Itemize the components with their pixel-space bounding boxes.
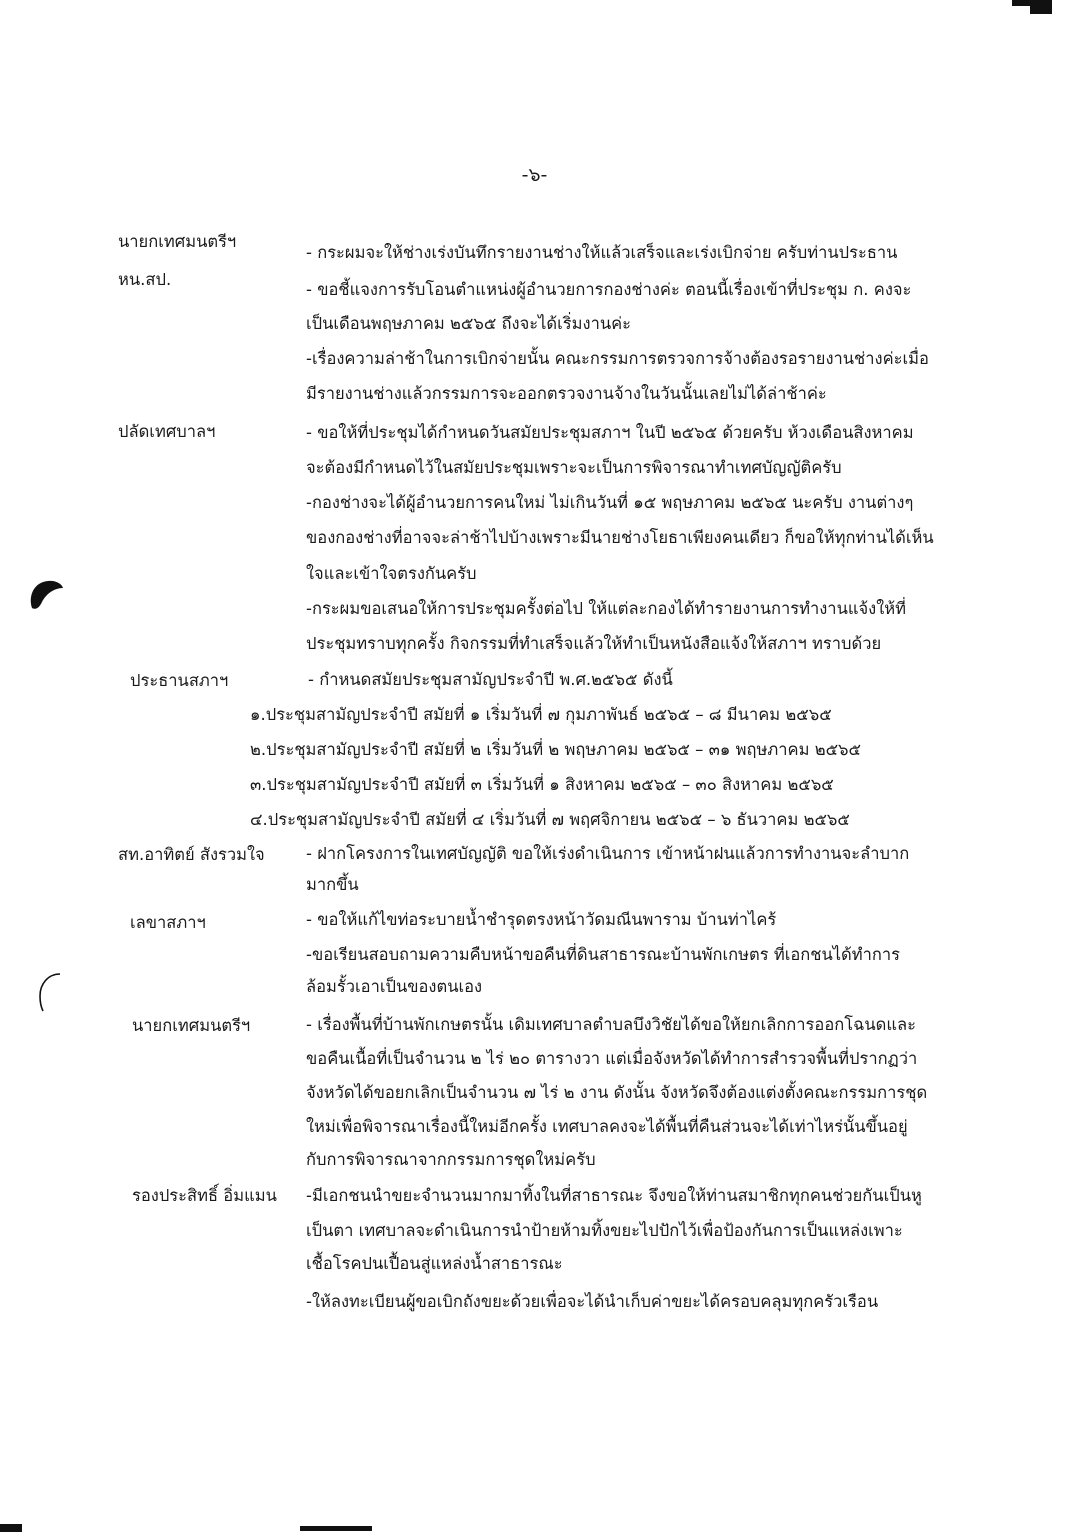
- text-line: มีรายงานช่างแล้วกรรมการจะออกตรวจงานจ้างในวันนั้นเลยไม่ได้ล่าช้าค่ะ: [306, 384, 827, 403]
- text-line: เป็นตา เทศบาลจะดำเนินการนำป้ายห้ามทิ้งขยะไปปักไว้เพื่อป้องกันการเป็นแหล่งเพาะ: [306, 1221, 903, 1240]
- text-line: - ขอให้แก้ไขท่อระบายน้ำชำรุดตรงหน้าวัดมณีนพาราม บ้านท่าไคร้: [306, 910, 777, 929]
- session-item: ๔.ประชุมสามัญประจำปี สมัยที่ ๔ เริ่มวันที่ ๗ พฤศจิกายน ๒๕๖๕ – ๖ ธันวาคม ๒๕๖๕: [250, 810, 850, 829]
- text-line: - ขอให้ที่ประชุมได้กำหนดวันสมัยประชุมสภาฯ ในปี ๒๕๖๕ ด้วยครับ ห้วงเดือนสิงหาคม: [306, 423, 914, 442]
- text-line: มากขึ้น: [306, 875, 359, 894]
- text-line: จังหวัดได้ขอยกเลิกเป็นจำนวน ๗ ไร่ ๒ งาน ดังนั้น จังหวัดจึงต้องแต่งตั้งคณะกรรมการชุด: [306, 1083, 928, 1102]
- text-line: - กระผมจะให้ช่างเร่งบันทึกรายงานช่างให้แล้วเสร็จและเร่งเบิกจ่าย ครับท่านประธาน: [306, 243, 898, 262]
- text-line: -มีเอกชนนำขยะจำนวนมากมาทิ้งในที่สาธารณะ จึงขอให้ท่านสมาชิกทุกคนช่วยกันเป็นหู: [306, 1186, 922, 1205]
- session-item: ๓.ประชุมสามัญประจำปี สมัยที่ ๓ เริ่มวันที่ ๑ สิงหาคม ๒๕๖๕ – ๓๐ สิงหาคม ๒๕๖๕: [250, 775, 834, 794]
- text-line: ใจและเข้าใจตรงกันครับ: [306, 564, 477, 583]
- text-line: - เรื่องพื้นที่บ้านพักเกษตรนั้น เดิมเทศบาลตำบลบึงวิชัยได้ขอให้ยกเลิกการออกโฉนดและ: [306, 1015, 916, 1034]
- punch-hole-icon: [26, 578, 66, 612]
- text-line: - ขอชี้แจงการรับโอนตำแหน่งผู้อำนวยการกองช่างค่ะ ตอนนี้เรื่องเข้าที่ประชุม ก. คงจะ: [306, 280, 912, 299]
- speaker-label: ปลัดเทศบาลฯ: [118, 422, 216, 441]
- text-line: เป็นเดือนพฤษภาคม ๒๕๖๕ ถึงจะได้เริ่มงานค่ะ: [306, 314, 632, 333]
- scan-mark-bottom-center: [300, 1526, 372, 1531]
- speaker-label: รองประสิทธิ์ อิ่มแมน: [132, 1186, 277, 1205]
- page-number: -๖-: [521, 164, 548, 186]
- text-line: -ให้ลงทะเบียนผู้ขอเบิกถังขยะด้วยเพื่อจะได้นำเก็บค่าขยะได้ครอบคลุมทุกครัวเรือน: [306, 1292, 879, 1311]
- speaker-label: ประธานสภาฯ: [130, 671, 229, 690]
- speaker-label: เลขาสภาฯ: [130, 913, 206, 932]
- text-line: -กระผมขอเสนอให้การประชุมครั้งต่อไป ให้แต่ละกองได้ทำรายงานการทำงานแจ้งให้ที่: [306, 599, 907, 618]
- text-line: - กำหนดสมัยประชุมสามัญประจำปี พ.ศ.๒๕๖๕ ดังนี้: [308, 670, 673, 689]
- text-line: ล้อมรั้วเอาเป็นของตนเอง: [306, 977, 483, 996]
- text-line: กับการพิจารณาจากกรรมการชุดใหม่ครับ: [306, 1150, 596, 1169]
- text-line: ขอคืนเนื้อที่เป็นจำนวน ๒ ไร่ ๒๐ ตารางวา แต่เมื่อจังหวัดได้ทำการสำรวจพื้นที่ปรากฏว่า: [306, 1049, 918, 1068]
- text-line: ประชุมทราบทุกครั้ง กิจกรรมที่ทำเสร็จแล้วให้ทำเป็นหนังสือแจ้งให้สภาฯ ทราบด้วย: [306, 634, 882, 653]
- punch-hole-outline-icon: [34, 970, 64, 1014]
- text-line: จะต้องมีกำหนดไว้ในสมัยประชุมเพราะจะเป็นการพิจารณาทำเทศบัญญัติครับ: [306, 458, 842, 477]
- scan-mark-top-right-2: [1030, 6, 1052, 14]
- scan-mark-bottom-left: [0, 1524, 22, 1532]
- text-line: - ฝากโครงการในเทศบัญญัติ ขอให้เร่งดำเนินการ เข้าหน้าฝนแล้วการทำงานจะลำบาก: [306, 844, 910, 863]
- speaker-label: นายกเทศมนตรีฯ: [118, 232, 237, 251]
- text-line: เชื้อโรคปนเปื้อนสู่แหล่งน้ำสาธารณะ: [306, 1254, 563, 1273]
- text-line: ของกองช่างที่อาจจะล่าช้าไปบ้างเพราะมีนายช่างโยธาเพียงคนเดียว ก็ขอให้ทุกท่านได้เห็น: [306, 528, 934, 547]
- speaker-label: นายกเทศมนตรีฯ: [132, 1016, 251, 1035]
- speaker-label: สท.อาทิตย์ สังรวมใจ: [118, 845, 265, 864]
- session-item: ๒.ประชุมสามัญประจำปี สมัยที่ ๒ เริ่มวันที่ ๒ พฤษภาคม ๒๕๖๕ – ๓๑ พฤษภาคม ๒๕๖๕: [250, 740, 862, 759]
- text-line: -เรื่องความล่าช้าในการเบิกจ่ายนั้น คณะกรรมการตรวจการจ้างต้องรอรายงานช่างค่ะเมื่อ: [306, 349, 929, 368]
- session-item: ๑.ประชุมสามัญประจำปี สมัยที่ ๑ เริ่มวันที่ ๗ กุมภาพันธ์ ๒๕๖๕ – ๘ มีนาคม ๒๕๖๕: [250, 705, 832, 724]
- speaker-label: หน.สป.: [118, 270, 172, 289]
- text-line: -กองช่างจะได้ผู้อำนวยการคนใหม่ ไม่เกินวันที่ ๑๕ พฤษภาคม ๒๕๖๕ นะครับ งานต่างๆ: [306, 493, 914, 512]
- text-line: ใหม่เพื่อพิจารณาเรื่องนี้ใหม่อีกครั้ง เทศบาลคงจะได้พื้นที่คืนส่วนจะได้เท่าไหร่นั้นขึ้นอยู่: [306, 1117, 908, 1136]
- text-line: -ขอเรียนสอบถามความคืบหน้าขอคืนที่ดินสาธารณะบ้านพักเกษตร ที่เอกชนได้ทำการ: [306, 945, 901, 964]
